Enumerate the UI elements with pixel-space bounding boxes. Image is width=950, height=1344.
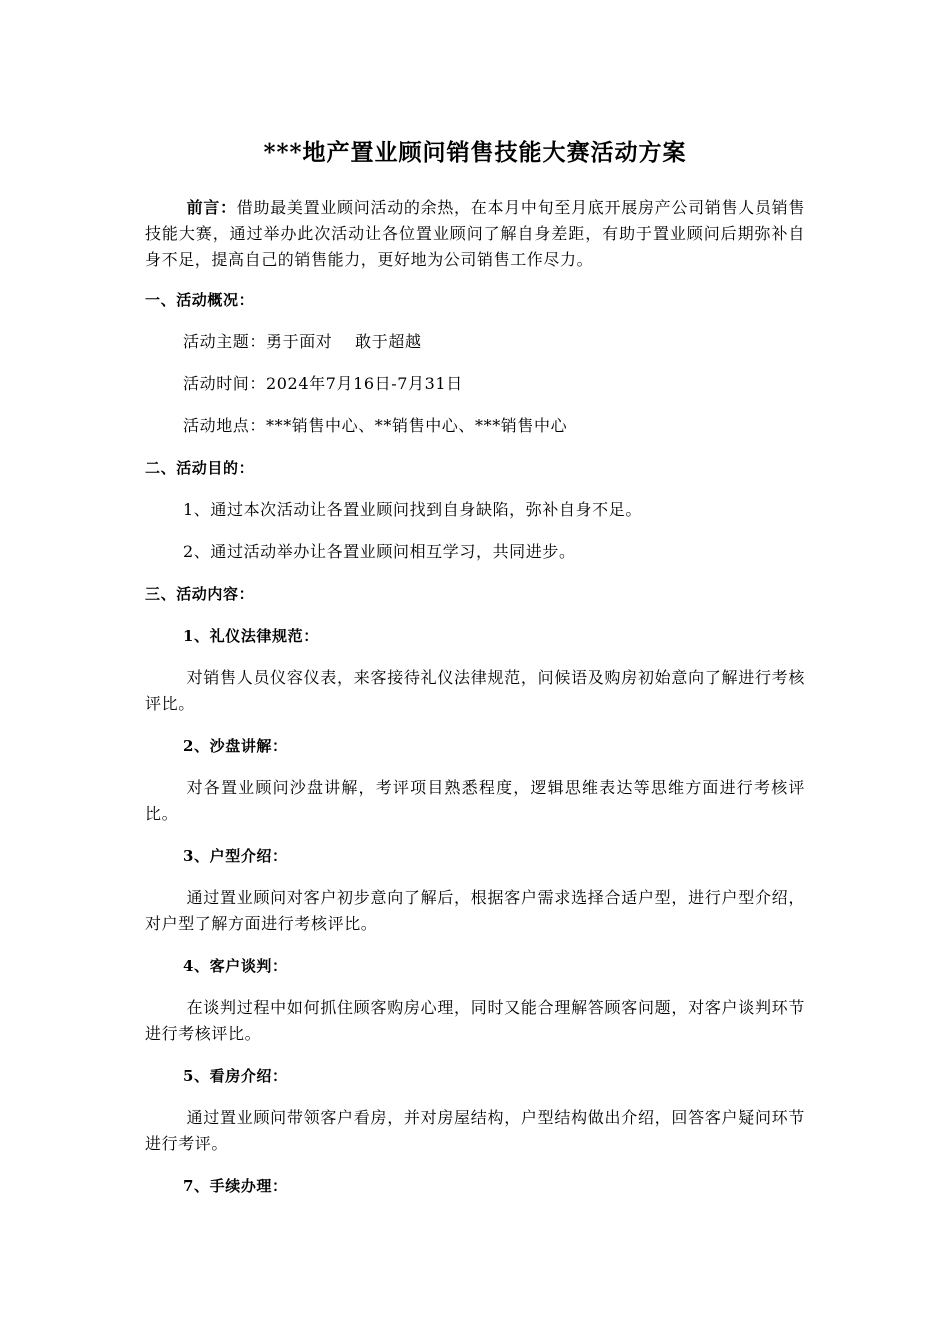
section-heading-overview: 一、活动概况：: [145, 291, 255, 309]
content-item-title: 5、看房介绍：: [183, 1067, 288, 1085]
preface-paragraph: [145, 195, 805, 273]
overview-location: 活动地点：***销售中心、**销售中心、***销售中心: [183, 416, 568, 435]
document-title: ***地产置业顾问销售技能大赛活动方案: [263, 139, 687, 166]
content-item-text: 对销售人员仪容仪表，来客接待礼仪法律规范，问候语及购房初始意向了解进行考核评比。: [145, 668, 805, 713]
content-item-title: 3、户型介绍：: [183, 847, 288, 865]
content-item-text: 对各置业顾问沙盘讲解，考评项目熟悉程度，逻辑思维表达等思维方面进行考核评比。: [145, 778, 805, 823]
preface-lead: 前言：: [186, 198, 237, 217]
content-item-title: 7、手续办理：: [183, 1177, 288, 1195]
section-heading-content: 三、活动内容：: [145, 585, 255, 603]
overview-theme: 活动主题：勇于面对 敢于超越: [183, 332, 422, 351]
preface-text: 借助最美置业顾问活动的余热，在本月中旬至月底开展房产公司销售人员销售技能大赛，通过举办此次活动让各位置业顾问了解自身差距，有助于置业顾问后期弥补自身不足，提高自己的销售能力，更好地为公司销售工作尽力。: [145, 198, 805, 269]
content-item-text: 通过置业顾问对客户初步意向了解后，根据客户需求选择合适户型，进行户型介绍，对户型了解方面进行考核评比。: [145, 888, 805, 933]
section-heading-purpose: 二、活动目的：: [145, 459, 255, 477]
content-item-title: 4、客户谈判：: [183, 957, 288, 975]
content-item-text: 在谈判过程中如何抓住顾客购房心理，同时又能合理解答顾客问题，对客户谈判环节进行考核评比。: [145, 998, 805, 1043]
overview-time: 活动时间：2024年7月16日-7月31日: [183, 374, 463, 393]
content-item-title: 2、沙盘讲解：: [183, 737, 288, 755]
content-item-title: 1、礼仪法律规范：: [183, 627, 319, 645]
purpose-item-2: 2、通过活动举办让各置业顾问相互学习，共同进步。: [183, 542, 576, 561]
content-item-text: 通过置业顾问带领客户看房，并对房屋结构，户型结构做出介绍，回答客户疑问环节进行考评。: [145, 1108, 805, 1153]
document-body: [145, 195, 805, 1199]
purpose-item-1: 1、通过本次活动让各置业顾问找到自身缺陷，弥补自身不足。: [183, 500, 642, 519]
